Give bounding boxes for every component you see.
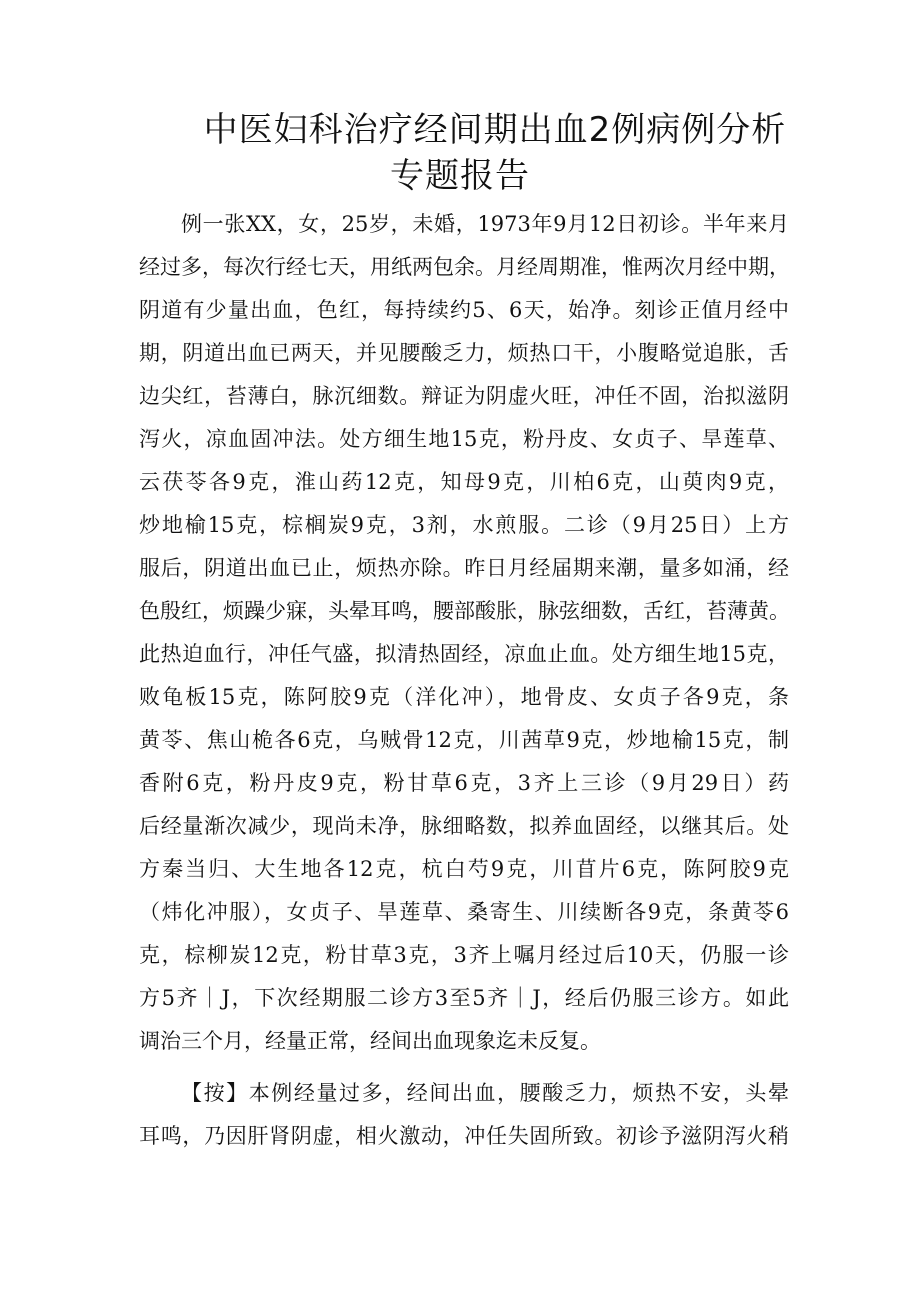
text-line: 云茯苓各9克，淮山药12克，知母9克，川柏6克，山萸肉9克， [139,470,789,494]
text-line: 期，阴道出血已两天，并见腰酸乏力，烦热口干，小腹略觉追胀，舌 [139,341,789,365]
text-line: 后经量渐次减少，现尚未净，脉细略数，拟养血固经，以继其后。处 [139,814,789,838]
document-title: 中医妇科治疗经间期出血2例病例分析 [203,110,787,150]
text-line: 方秦当归、大生地各12克，杭白芍9克，川苜片6克，陈阿胶9克 [139,857,789,881]
text-line: 例一张XX，女，25岁，未婚，1973年9月12日初诊。半年来月 [181,212,789,236]
text-line: 克，棕柳炭12克，粉甘草3克，3齐上嘱月经过后10天，仍服一诊 [139,943,789,967]
text-line: 黄苓、焦山桅各6克，乌贼骨12克，川茜草9克，炒地榆15克，制 [139,728,789,752]
text-line: （炜化冲服），女贞子、旱莲草、桑寄生、川续断各9克，条黄苓6 [139,900,789,924]
text-line: 耳鸣，乃因肝肾阴虚，相火激动，冲任失固所致。初诊予滋阴泻火稍 [139,1124,789,1148]
text-line: 服后，阴道出血已止，烦热亦除。昨日月经届期来潮，量多如涌，经 [139,556,789,580]
text-line: 阴道有少量出血，色红，每持续约5、6天，始净。刻诊正值月经中 [139,298,789,322]
text-line: 炒地榆15克，棕榈炭9克，3剂，水煎服。二诊（9月25日）上方 [139,513,789,537]
text-line: 败龟板15克，陈阿胶9克（洋化冲），地骨皮、女贞子各9克，条 [139,685,789,709]
text-line: 香附6克，粉丹皮9克，粉甘草6克，3齐上三诊（9月29日）药 [139,771,789,795]
text-line: 泻火，凉血固冲法。处方细生地15克，粉丹皮、女贞子、旱莲草、 [139,427,789,451]
text-line: 调治三个月，经量正常，经间出血现象迄未反复。 [139,1029,601,1053]
text-line: 【按】本例经量过多，经间出血，腰酸乏力，烦热不安，头晕 [181,1081,789,1105]
document-subtitle: 专题报告 [390,156,530,196]
text-line: 经过多，每次行经七天，用纸两包余。月经周期准，惟两次月经中期， [139,255,790,279]
text-line: 边尖红，苔薄白，脉沉细数。辩证为阴虚火旺，冲任不固，治拟滋阴 [139,384,789,408]
text-line: 方5齐｜J，下次经期服二诊方3至5齐｜J，经后仍服三诊方。如此 [139,986,789,1010]
text-line: 此热迫血行，冲任气盛，拟清热固经，凉血止血。处方细生地15克， [139,642,789,666]
text-line: 色殷红，烦躁少寐，头晕耳鸣，腰部酸胀，脉弦细数，舌红，苔薄黄。 [139,599,790,623]
